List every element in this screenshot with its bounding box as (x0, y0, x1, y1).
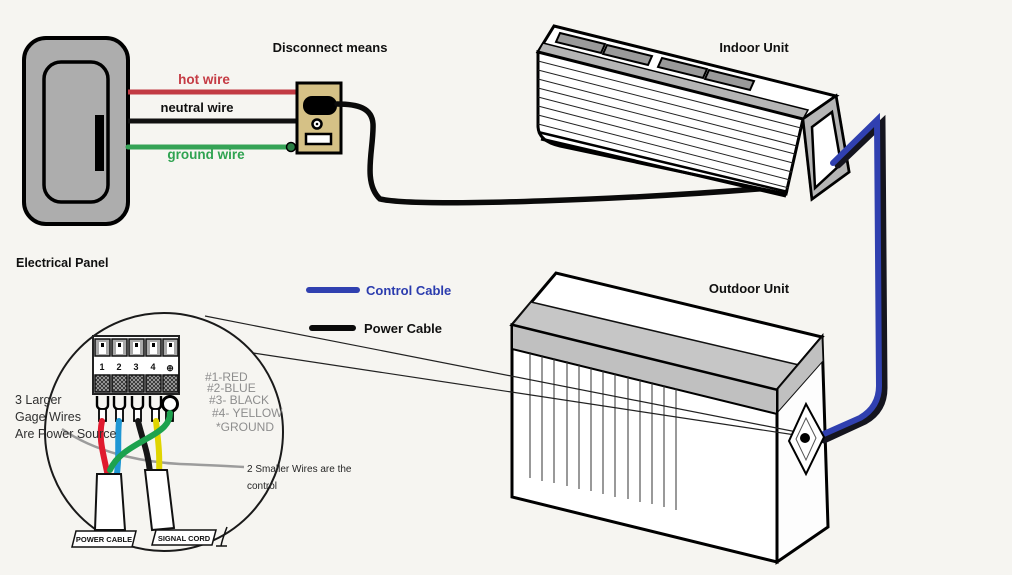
power-cable-label: Power Cable (364, 321, 443, 336)
electrical-panel-label: Electrical Panel (16, 256, 109, 270)
disconnect-plug (303, 96, 337, 115)
terminal-cell-hatched (95, 375, 110, 392)
terminal-cell-hatched (112, 375, 127, 392)
disconnect-box (297, 83, 341, 153)
disconnect-label: Disconnect means (272, 40, 388, 55)
wire-key-red: #1-RED (205, 370, 248, 384)
terminal-bottom-row (95, 375, 178, 392)
disconnect-screw-dot (316, 123, 319, 126)
terminal-ground-symbol: ⊕ (166, 363, 174, 373)
ring-lug (163, 397, 178, 412)
control-cable-label: Control Cable (366, 283, 452, 298)
power-cable-sheath (95, 474, 125, 530)
disconnect-slot (306, 134, 331, 144)
control-note-line1: 2 Smaller Wires are the (247, 464, 352, 475)
panel-body (24, 38, 128, 224)
terminal-block (93, 336, 179, 394)
terminal-cell-hatched (163, 375, 178, 392)
wire-key-ground: *GROUND (216, 420, 275, 434)
power-note-line3: Are Power Source (15, 427, 117, 441)
terminal-screw (152, 343, 155, 347)
connector-terminal-dot (800, 433, 810, 443)
electrical-panel (24, 38, 128, 224)
terminal-number-3: 3 (133, 362, 139, 372)
ground-wire-cap (287, 143, 296, 152)
terminal-screw (135, 343, 138, 347)
ground-wire-label: ground wire (167, 147, 245, 162)
terminal-screw (101, 343, 104, 347)
neutral-wire-label: neutral wire (160, 100, 234, 115)
hot-wire-label: hot wire (178, 72, 230, 87)
outdoor-unit-label: Outdoor Unit (708, 281, 790, 296)
power-note-line2: Gage Wires (15, 410, 81, 424)
wire-key-blue: #2-BLUE (207, 381, 256, 395)
terminal-cell-hatched (129, 375, 144, 392)
control-note-line2: control (247, 481, 278, 492)
terminal-number-1: 1 (99, 362, 105, 372)
terminal-screw (169, 343, 172, 347)
terminal-number-2: 2 (116, 362, 122, 372)
wire-key-black: #3- BLACK (209, 393, 270, 407)
terminal-cell-hatched (146, 375, 161, 392)
signal-cord-tag: SIGNAL CORD (157, 534, 211, 543)
blue-wire (116, 421, 119, 480)
terminal-screw (118, 343, 121, 347)
wire-key-yellow: #4- YELLOW (212, 406, 283, 420)
panel-handle (95, 115, 104, 171)
terminal-top-row (95, 339, 178, 356)
terminal-number-4: 4 (150, 362, 156, 372)
power-note-line1: 3 Larger (15, 393, 62, 407)
power-cable-tag: POWER CABLE (75, 535, 133, 544)
indoor-unit-label: Indoor Unit (719, 40, 789, 55)
bottom-white-strip (0, 575, 1012, 586)
